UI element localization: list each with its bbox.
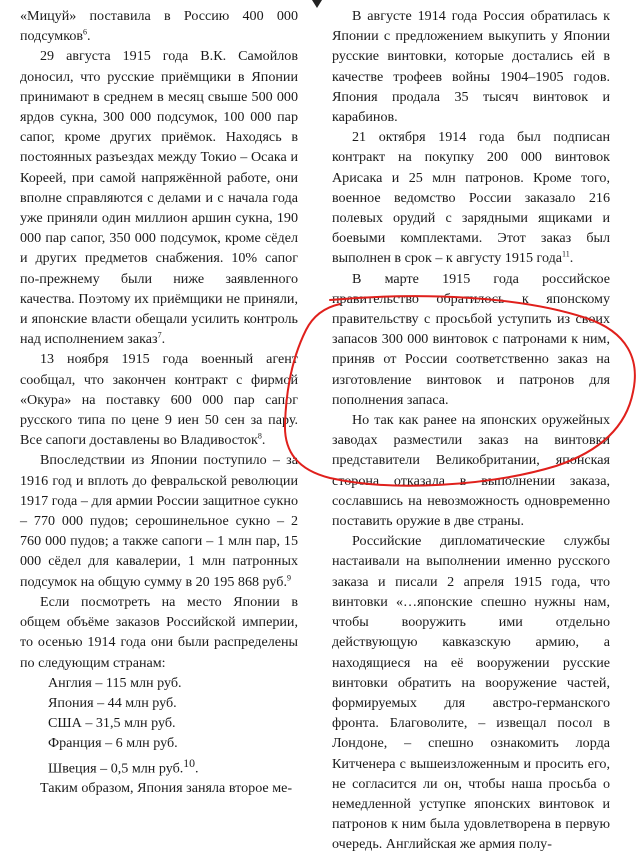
footnote-ref: 8 — [257, 431, 262, 441]
paragraph: 29 августа 1915 года В.К. Самойлов доносил, что русские приёмщики в Японии принимают в среднем в месяц свыше 500 000 ярдов сукна, 300 000 подсумок, 100 000 пар сапог, кроме других приёмок. Находясь в постоянных разъездах между Токио – Осака и Кореей, при самой напряжённой работе, они вполне справляются с делами и с начала года уже приняли один миллион аршин сукна, 190 000 пар сапог, 350 000 подсумок, кроме сёдел и других предметов снабжения. 10% сапог по-прежнему были ниже заявленного качества. Поэтому их приёмщики не приняли, и японские власти обещали усилить контроль над исполнением заказ$^7$. — [20, 48, 298, 348]
paragraph: Если посмотреть на место Японии в общем объёме заказов Российской империи, то осенью 1914 года они были распределены по следующим странам: — [20, 593, 298, 671]
list-item: Япония – 44 млн руб. — [48, 694, 177, 711]
paragraph: 21 октября 1914 года был подписан контракт на покупку 200 000 винтовок Арисака и 25 млн патронов. Кроме того, военное ведомство России заказало 216 полевых орудий с зарядными ящиками и боевыми комплектами. Этот заказ был выполнен в срок – к августу 1915 года$^{11}$. — [332, 129, 610, 267]
paragraph: Впоследствии из Японии поступило – за 1916 год и вплоть до февральской революции 1917 года – для армии России защитное сукно – 770 000 пудов; серошинельное сукно – 2 760 000 пудов; а также сапоги – 1 млн пар, 15 000 сёдел для кавалерии, 1 млн патронных подсумок на общую сумму в 20 195 868 руб.$^9$ — [20, 452, 298, 590]
list-item: Швеция – 0,5 млн руб.$^{10}$. — [48, 756, 199, 777]
list-item: США – 31,5 млн руб. — [48, 715, 176, 732]
list-item: Англия – 115 млн руб. — [48, 674, 182, 691]
paragraph: Таким образом, Япония заняла второе ме- — [40, 780, 293, 797]
paragraph: Российские дипломатические службы настаивали на выполнении именно русского заказа и писали 2 апреля 1915 года, что винтовки «…японские спешно нужны нам, чтобы вооружить ими отдельно действующую кавказскую армию, а находящиеся на её вооружении русские винтовки обратить на вооружение частей, формируемых для австро-германского фронта. Благоволите, – извещал посол в Лондоне, – спешно ознакомить лорда Китченера с вышеизложенным и просить его, не согласится ли он, чтобы наша просьба о немедленной уступке японских винтовок и патронов к ним была удовлетворена в первую очередь. Английская же армия полу- — [332, 533, 610, 853]
paragraph: В августе 1914 года Россия обратилась к Японии с предложением выкупить у Японии русские винтовки, которые достались ей в качестве трофеев войны 1904–1905 годов. Япония продала 35 тысяч винтовок и карабинов. — [332, 8, 610, 126]
right-column — [332, 6, 610, 855]
footnote-ref: 11 — [562, 249, 570, 259]
footnote-ref: 6 — [83, 27, 88, 37]
paragraph: В марте 1915 года российское правительство обратилось к японскому правительству с просьбой уступить из своих запасов 300 000 винтовок с патронами к ним, приняв от России соответственно заказ на изготовление винтовок и патронов для пополнения запаса. — [332, 270, 610, 408]
paragraph: 13 ноября 1915 года военный агент сообщал, что закончен контракт с фирмой «Окура» на поставку 600 000 пар сапог русского типа по цене 9 иен 50 сен за пару. Все сапоги доставлены во Владивосток$^8$. — [20, 351, 298, 449]
footnote-ref: 10 — [183, 756, 196, 770]
list-item: Франция – 6 млн руб. — [48, 735, 178, 752]
highlighted-paragraph: Но так как ранее на японских оружейных заводах разместили заказ на винтовки представители Великобритании, японская сторона отказала в выполнении заказа, сославшись на невозможность одновременно поставить оружие в две страны. — [332, 412, 610, 530]
paragraph: «Мицуй» поставила в Россию 400 000 подсумков$^6$. — [20, 8, 298, 45]
footnote-ref: 9 — [287, 573, 291, 582]
footnote-ref: 7 — [157, 330, 162, 340]
orders-by-country-list — [20, 673, 298, 779]
page-fold-mark — [312, 0, 322, 8]
